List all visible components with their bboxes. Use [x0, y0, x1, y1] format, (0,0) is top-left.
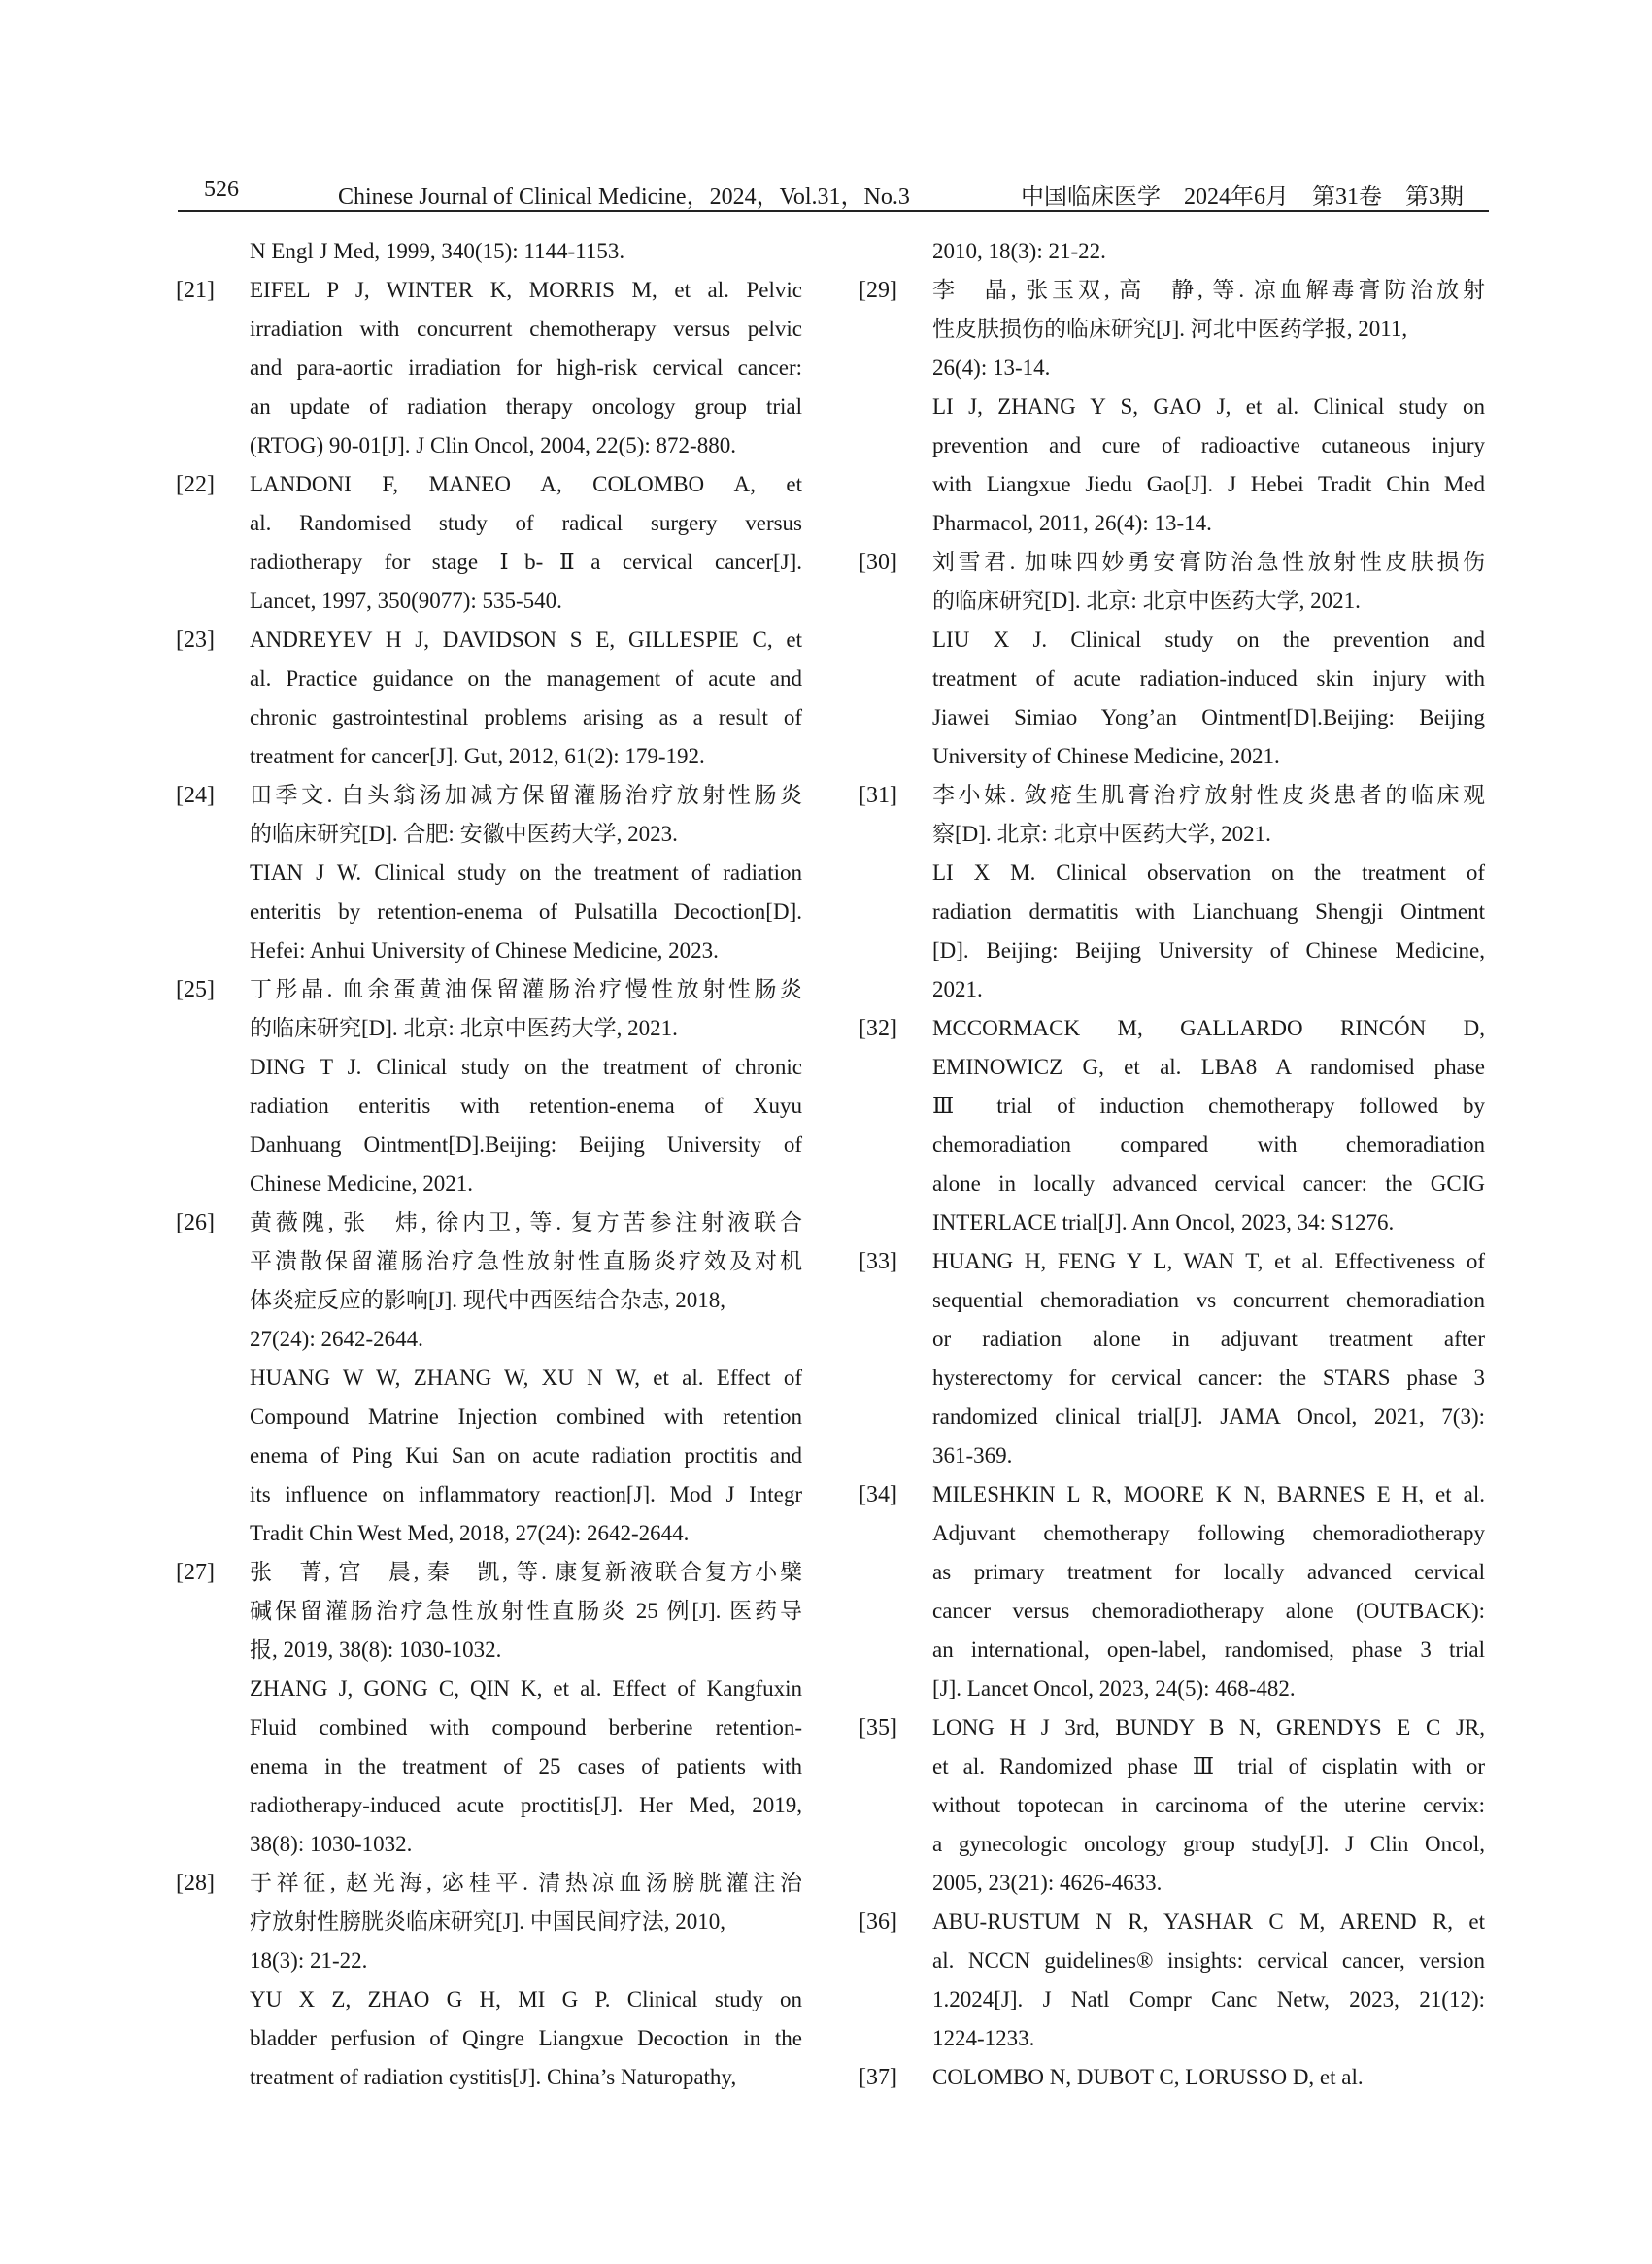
reference-entry: [859, 543, 1485, 776]
reference-line: enema of Ping Kui San on acute radiation proctitis and: [250, 1443, 802, 1468]
reference-line: Jiawei Simiao Yong’an Ointment[D].Beijing: Beijing: [932, 705, 1485, 729]
reference-entry: [859, 2058, 1485, 2097]
reference-line: et al. Randomized phase Ⅲ trial of cisplatin with or: [932, 1754, 1485, 1778]
reference-line: 1224-1233.: [932, 2026, 1035, 2050]
reference-entry: [176, 621, 802, 776]
reference-line: 疗放射性膀胱炎临床研究[J]. 中国民间疗法, 2010,: [250, 1909, 726, 1934]
reference-entry: [859, 271, 1485, 543]
reference-line: 2005, 23(21): 4626-4633.: [932, 1871, 1163, 1895]
reference-line: enteritis by retention-enema of Pulsatilla Decoction[D].: [250, 899, 802, 924]
reference-line: radiotherapy-induced acute proctitis[J]. Her Med, 2019,: [250, 1793, 802, 1817]
reference-line: randomized clinical trial[J]. JAMA Oncol, 2021, 7(3):: [932, 1404, 1485, 1429]
reference-line: bladder perfusion of Qingre Liangxue Decoction in the: [250, 2026, 802, 2050]
reference-line: treatment of radiation cystitis[J]. China’s Naturopathy,: [250, 2065, 737, 2089]
reference-line: enema in the treatment of 25 cases of patients with: [250, 1754, 802, 1778]
reference-line: sequential chemoradiation vs concurrent chemoradiation: [932, 1288, 1485, 1312]
reference-line: University of Chinese Medicine, 2021.: [932, 744, 1280, 768]
reference-line: an update of radiation therapy oncology group trial: [250, 394, 802, 419]
reference-number: [34]: [859, 1482, 897, 1507]
reference-line: 的临床研究[D]. 北京: 北京中医药大学, 2021.: [932, 589, 1361, 613]
reference-line: 2021.: [932, 977, 983, 1001]
reference-number: [31]: [859, 783, 897, 808]
reference-line: (RTOG) 90-01[J]. J Clin Oncol, 2004, 22(5): 872-880.: [250, 433, 736, 457]
reference-line: 38(8): 1030-1032.: [250, 1832, 413, 1856]
reference-line: Compound Matrine Injection combined with retention: [250, 1404, 802, 1429]
reference-line: Lancet, 1997, 350(9077): 535-540.: [250, 589, 562, 613]
reference-line: prevention and cure of radioactive cutaneous injury: [932, 433, 1485, 457]
reference-line: as primary treatment for locally advanced cervical: [932, 1560, 1485, 1584]
reference-line: 的临床研究[D]. 北京: 北京中医药大学, 2021.: [250, 1016, 678, 1040]
reference-line: 李 晶, 张玉双, 高 静, 等. 凉血解毒膏防治放射: [932, 278, 1485, 302]
reference-line: Tradit Chin West Med, 2018, 27(24): 2642-2644.: [250, 1521, 690, 1545]
reference-entry: [176, 271, 802, 465]
reference-line: 1.2024[J]. J Natl Compr Canc Netw, 2023, 21(12):: [932, 1987, 1485, 2011]
journal-title-chinese: 中国临床医学 2024年6月 第31卷 第3期: [1021, 185, 1464, 210]
reference-line: 的临床研究[D]. 合肥: 安徽中医药大学, 2023.: [250, 822, 678, 846]
reference-line: COLOMBO N, DUBOT C, LORUSSO D, et al.: [932, 2065, 1364, 2089]
reference-entry: [859, 776, 1485, 1009]
reference-line: 报, 2019, 38(8): 1030-1032.: [250, 1638, 502, 1662]
reference-entry: [859, 1009, 1485, 1242]
reference-line: 丁彤晶. 血余蛋黄油保留灌肠治疗慢性放射性肠炎: [250, 977, 802, 1001]
reference-entry: [859, 1475, 1485, 1708]
reference-line: 26(4): 13-14.: [932, 355, 1051, 380]
reference-entry: [176, 465, 802, 621]
reference-line: Chinese Medicine, 2021.: [250, 1171, 473, 1196]
reference-line: ZHANG J, GONG C, QIN K, et al. Effect of Kangfuxin: [250, 1676, 802, 1701]
journal-title-english: Chinese Journal of Clinical Medicine，2024，Vol.31，No.3: [338, 185, 910, 210]
reference-line: a gynecologic oncology group study[J]. J Clin Oncol,: [932, 1832, 1485, 1856]
reference-column-left: [176, 232, 802, 2097]
reference-line: 察[D]. 北京: 北京中医药大学, 2021.: [932, 822, 1271, 846]
reference-line: 性皮肤损伤的临床研究[J]. 河北中医药学报, 2011,: [932, 317, 1408, 341]
reference-number: [33]: [859, 1249, 897, 1274]
reference-line: 李小妹. 敛疮生肌膏治疗放射性皮炎患者的临床观: [932, 783, 1485, 807]
reference-line: chronic gastrointestinal problems arising as a result of: [250, 705, 802, 729]
reference-line: 361-369.: [932, 1443, 1013, 1468]
reference-line: 27(24): 2642-2644.: [250, 1327, 423, 1351]
reference-line: radiotherapy for stage Ⅰb-Ⅱa cervical cancer[J].: [250, 550, 802, 574]
reference-number: [23]: [176, 627, 215, 653]
reference-line: LI X M. Clinical observation on the treatment of: [932, 861, 1485, 885]
reference-line: Fluid combined with compound berberine retention-: [250, 1715, 802, 1740]
reference-entry: [176, 776, 802, 970]
reference-entry: [176, 1203, 802, 1553]
reference-line: HUANG H, FENG Y L, WAN T, et al. Effectiveness of: [932, 1249, 1485, 1273]
reference-line: hysterectomy for cervical cancer: the STARS phase 3: [932, 1366, 1485, 1390]
reference-entry: [176, 1864, 802, 2097]
reference-number: [30]: [859, 550, 897, 575]
reference-entry: [176, 970, 802, 1203]
reference-number: [27]: [176, 1560, 215, 1585]
reference-line: LIU X J. Clinical study on the prevention and: [932, 627, 1485, 652]
reference-line: ABU-RUSTUM N R, YASHAR C M, AREND R, et: [932, 1909, 1485, 1934]
reference-line: treatment for cancer[J]. Gut, 2012, 61(2): 179-192.: [250, 744, 705, 768]
reference-line: al. Practice guidance on the management of acute and: [250, 666, 802, 691]
reference-line: Danhuang Ointment[D].Beijing: Beijing University of: [250, 1132, 802, 1157]
reference-line: LI J, ZHANG Y S, GAO J, et al. Clinical study on: [932, 394, 1485, 419]
reference-line: alone in locally advanced cervical cancer: the GCIG: [932, 1171, 1485, 1196]
reference-line: Ⅲ trial of induction chemotherapy followed by: [932, 1094, 1485, 1118]
reference-line: LANDONI F, MANEO A, COLOMBO A, et: [250, 472, 802, 496]
running-header: [178, 173, 1489, 212]
reference-number: [37]: [859, 2065, 897, 2090]
reference-number: [35]: [859, 1715, 897, 1740]
reference-line: and para-aortic irradiation for high-risk cervical cancer:: [250, 355, 802, 380]
reference-line: 于祥征, 赵光海, 宓桂平. 清热凉血汤膀胱灌注治: [250, 1871, 802, 1895]
reference-entry: [176, 1553, 802, 1864]
reference-line: ANDREYEV H J, DAVIDSON S E, GILLESPIE C, et: [250, 627, 802, 652]
reference-line: EMINOWICZ G, et al. LBA8 A randomised phase: [932, 1055, 1485, 1079]
reference-line: MILESHKIN L R, MOORE K N, BARNES E H, et al.: [932, 1482, 1485, 1506]
reference-entry: [859, 1903, 1485, 2058]
reference-line: 碱保留灌肠治疗急性放射性直肠炎 25 例[J]. 医药导: [250, 1599, 802, 1623]
reference-line: DING T J. Clinical study on the treatment of chronic: [250, 1055, 802, 1079]
page-number: 526: [204, 177, 239, 202]
reference-column-right: [859, 232, 1485, 2097]
reference-line: 张 菁, 宫 晨, 秦 凯, 等. 康复新液联合复方小檗: [250, 1560, 802, 1584]
reference-number: [26]: [176, 1210, 215, 1235]
reference-number: [28]: [176, 1871, 215, 1896]
reference-line: 刘雪君. 加味四妙勇安膏防治急性放射性皮肤损伤: [932, 550, 1485, 574]
reference-line: 平溃散保留灌肠治疗急性放射性直肠炎疗效及对机: [250, 1249, 802, 1273]
reference-line: Pharmacol, 2011, 26(4): 13-14.: [932, 511, 1212, 535]
reference-number: [29]: [859, 278, 897, 303]
reference-line: LONG H J 3rd, BUNDY B N, GRENDYS E C JR,: [932, 1715, 1485, 1740]
reference-line: Hefei: Anhui University of Chinese Medicine, 2023.: [250, 938, 719, 963]
reference-line: HUANG W W, ZHANG W, XU N W, et al. Effect of: [250, 1366, 802, 1390]
reference-line: radiation dermatitis with Lianchuang Shengji Ointment: [932, 899, 1485, 924]
reference-line: EIFEL P J, WINTER K, MORRIS M, et al. Pelvic: [250, 278, 802, 302]
reference-number: [32]: [859, 1016, 897, 1041]
reference-line: with Liangxue Jiedu Gao[J]. J Hebei Tradit Chin Med: [932, 472, 1485, 496]
reference-line: MCCORMACK M, GALLARDO RINCÓN D,: [932, 1016, 1485, 1040]
reference-line: an international, open-label, randomised, phase 3 trial: [932, 1638, 1485, 1662]
reference-line: its influence on inflammatory reaction[J]. Mod J Integr: [250, 1482, 802, 1506]
reference-line: YU X Z, ZHAO G H, MI G P. Clinical study on: [250, 1987, 802, 2011]
reference-line: 体炎症反应的影响[J]. 现代中西医结合杂志, 2018,: [250, 1288, 726, 1312]
reference-line: [D]. Beijing: Beijing University of Chinese Medicine,: [932, 938, 1485, 963]
reference-line: TIAN J W. Clinical study on the treatment of radiation: [250, 861, 802, 885]
reference-line: treatment of acute radiation-induced skin injury with: [932, 666, 1485, 691]
reference-line: irradiation with concurrent chemotherapy versus pelvic: [250, 317, 802, 341]
reference-line: chemoradiation compared with chemoradiation: [932, 1132, 1485, 1157]
reference-line: or radiation alone in adjuvant treatment after: [932, 1327, 1485, 1351]
reference-number: [36]: [859, 1909, 897, 1935]
reference-line: cancer versus chemoradiotherapy alone (OUTBACK):: [932, 1599, 1485, 1623]
reference-number: [25]: [176, 977, 215, 1002]
reference-line: Adjuvant chemotherapy following chemoradiotherapy: [932, 1521, 1485, 1545]
reference-number: [21]: [176, 278, 215, 303]
reference-continuation-line: N Engl J Med, 1999, 340(15): 1144-1153.: [250, 239, 625, 263]
reference-line: al. NCCN guidelines® insights: cervical cancer, version: [932, 1948, 1485, 1973]
reference-continuation-line: 2010, 18(3): 21-22.: [932, 239, 1106, 263]
reference-line: 18(3): 21-22.: [250, 1948, 368, 1973]
reference-line: 黄薇隗, 张 炜, 徐内卫, 等. 复方苦参注射液联合: [250, 1210, 802, 1234]
reference-entry: [859, 1708, 1485, 1903]
reference-line: INTERLACE trial[J]. Ann Oncol, 2023, 34: S1276.: [932, 1210, 1395, 1234]
reference-line: without topotecan in carcinoma of the uterine cervix:: [932, 1793, 1485, 1817]
reference-line: 田季文. 白头翁汤加减方保留灌肠治疗放射性肠炎: [250, 783, 802, 807]
reference-line: al. Randomised study of radical surgery versus: [250, 511, 802, 535]
reference-line: [J]. Lancet Oncol, 2023, 24(5): 468-482.: [932, 1676, 1296, 1701]
reference-line: radiation enteritis with retention-enema of Xuyu: [250, 1094, 802, 1118]
header-divider: [178, 210, 1489, 212]
reference-number: [24]: [176, 783, 215, 808]
reference-number: [22]: [176, 472, 215, 497]
reference-entry: [859, 1242, 1485, 1475]
